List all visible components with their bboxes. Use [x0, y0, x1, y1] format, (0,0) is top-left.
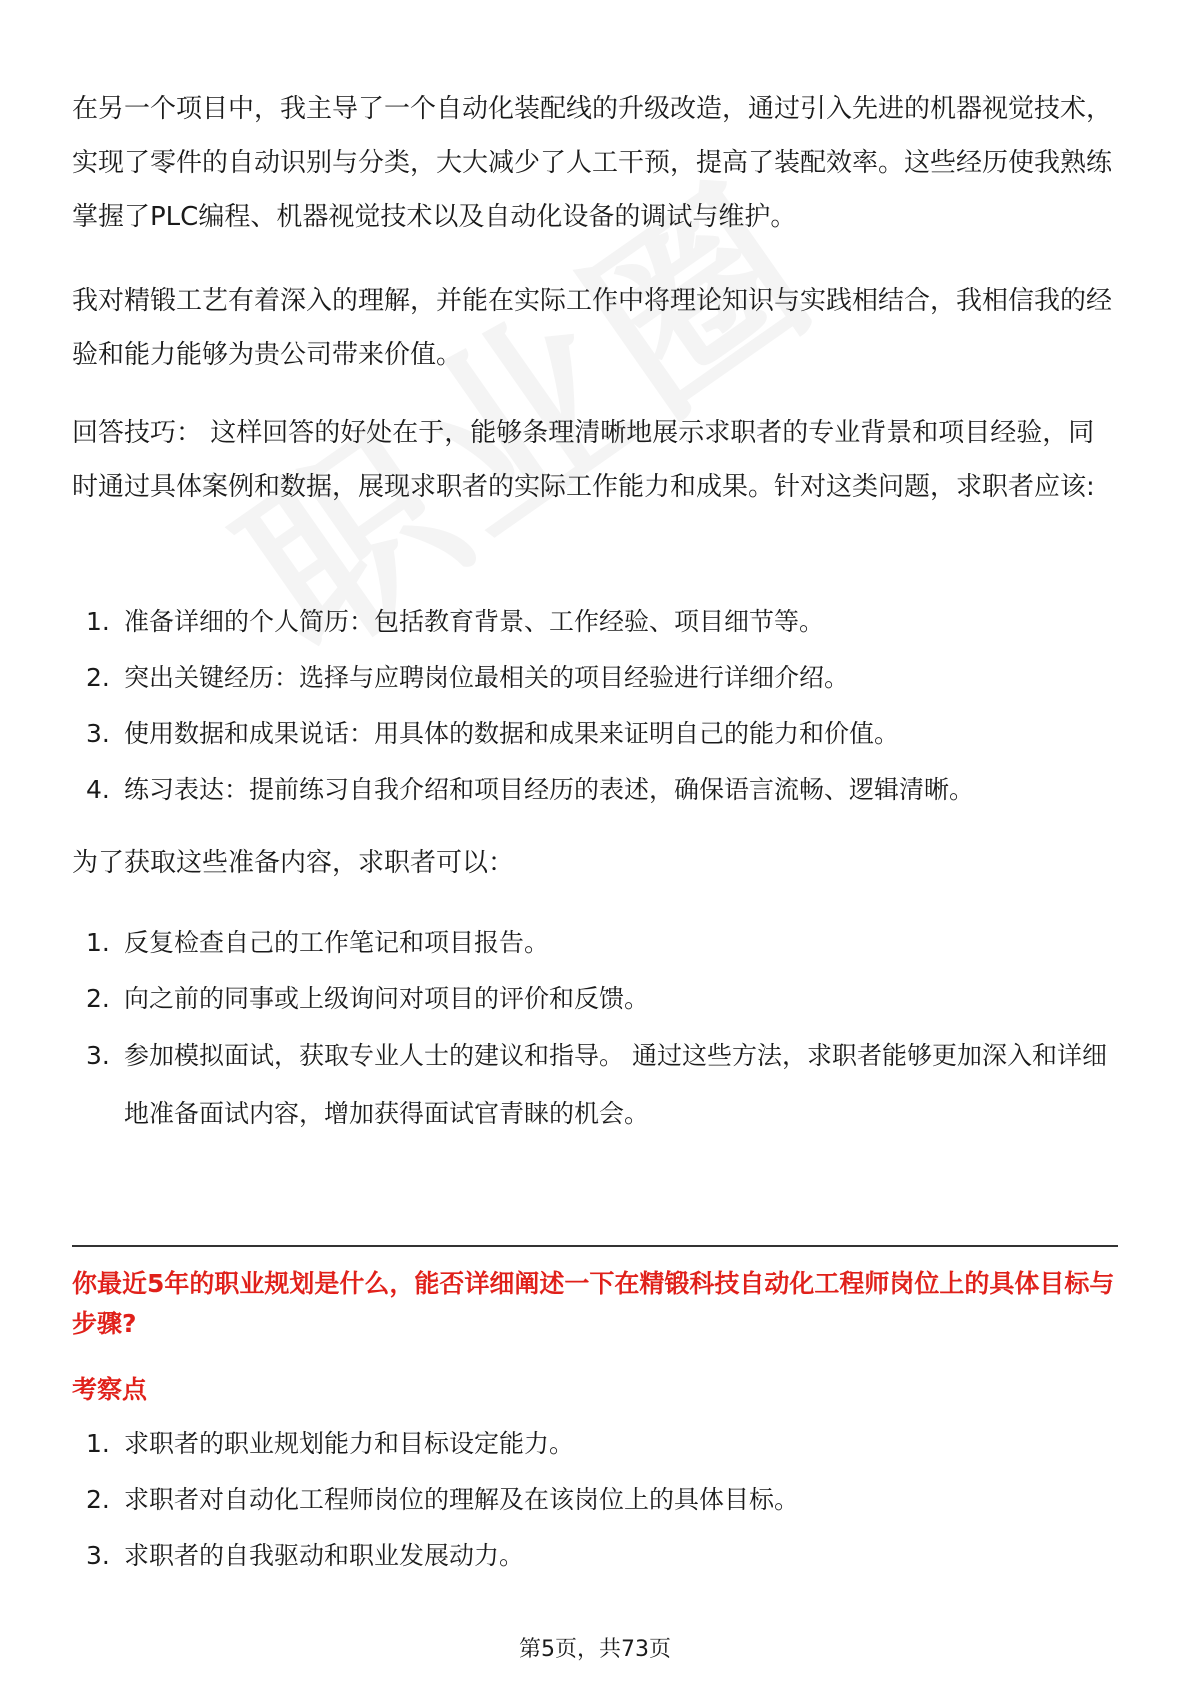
- paragraph-answer-tips: [72, 406, 1118, 514]
- list-number: 2.: [86, 984, 110, 1013]
- list-item: [72, 971, 1118, 1027]
- preparation-list: [72, 594, 1118, 818]
- list-text: 练习表达：提前练习自我介绍和项目经历的表述，确保语言流畅、逻辑清晰。: [124, 775, 975, 804]
- paragraph-text: 为了获取这些准备内容，求职者可以：: [72, 848, 515, 878]
- list-text: 向之前的同事或上级询问对项目的评价和反馈。: [124, 984, 650, 1013]
- section-divider: [72, 1245, 1118, 1247]
- list-text: 参加模拟面试，获取专业人士的建议和指导。 通过这些方法，求职者能够更加深入和详细地准备面试内容，增加获得面试官青睐的机会。: [124, 1041, 1107, 1128]
- list-number: 1.: [86, 928, 110, 957]
- list-number: 2.: [86, 663, 110, 692]
- list-number: 1.: [86, 607, 110, 636]
- paragraph-text: 我对精锻工艺有着深入的理解，并能在实际工作中将理论知识与实践相结合，我相信我的经验和能力能够为贵公司带来价值。: [72, 286, 1113, 370]
- list-number: 3.: [86, 1041, 110, 1070]
- list-item: [72, 1416, 1118, 1472]
- list-text: 求职者对自动化工程师岗位的理解及在该岗位上的具体目标。: [124, 1485, 800, 1514]
- list-text: 使用数据和成果说话：用具体的数据和成果来证明自己的能力和价值。: [124, 719, 900, 748]
- list-number: 4.: [86, 775, 110, 804]
- list-item: [72, 1472, 1118, 1528]
- paragraph-project-experience: [72, 82, 1118, 244]
- paragraph-text: 在另一个项目中，我主导了一个自动化装配线的升级改造，通过引入先进的机器视觉技术，实现了零件的自动识别与分类，大大减少了人工干预，提高了装配效率。这些经历使我熟练掌握了PLC编程、机器视觉技术以及自动化设备的调试与维护。: [72, 94, 1113, 232]
- list-number: 3.: [86, 719, 110, 748]
- list-item: [72, 915, 1118, 971]
- list-item: [72, 1027, 1118, 1143]
- list-number: 2.: [86, 1485, 110, 1514]
- paragraph-understanding: [72, 274, 1118, 382]
- list-number: 1.: [86, 1429, 110, 1458]
- assessment-points-list: [72, 1416, 1118, 1584]
- page-footer: 第5页，共73页: [519, 1637, 671, 1662]
- list-item: [72, 706, 1118, 762]
- list-text: 求职者的职业规划能力和目标设定能力。: [124, 1429, 575, 1458]
- list-text: 准备详细的个人简历：包括教育背景、工作经验、项目细节等。: [124, 607, 825, 636]
- list-text: 反复检查自己的工作笔记和项目报告。: [124, 928, 550, 957]
- list-item: [72, 762, 1118, 818]
- list-text: 突出关键经历：选择与应聘岗位最相关的项目经验进行详细介绍。: [124, 663, 850, 692]
- paragraph-how-to-obtain: [72, 836, 1118, 890]
- list-number: 3.: [86, 1541, 110, 1570]
- interview-question: 你最近5年的职业规划是什么，能否详细阐述一下在精锻科技自动化工程师岗位上的具体目标与步骤?: [72, 1269, 1115, 1338]
- assessment-points-heading: 考察点: [72, 1375, 148, 1404]
- obtain-list: [72, 915, 1118, 1143]
- list-item: [72, 594, 1118, 650]
- paragraph-text: 回答技巧： 这样回答的好处在于，能够条理清晰地展示求职者的专业背景和项目经验，同时通过具体案例和数据，展现求职者的实际工作能力和成果。针对这类问题，求职者应该:: [72, 418, 1095, 502]
- list-item: [72, 650, 1118, 706]
- list-item: [72, 1528, 1118, 1584]
- list-text: 求职者的自我驱动和职业发展动力。: [124, 1541, 525, 1570]
